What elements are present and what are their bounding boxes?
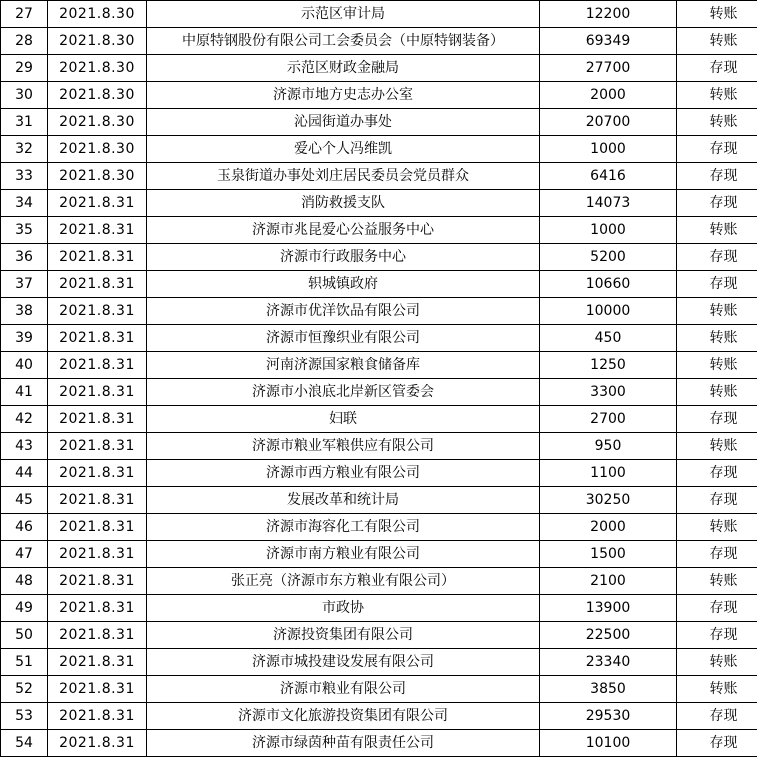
payment-method-cell: 转账 bbox=[677, 325, 757, 352]
payment-method-cell: 存现 bbox=[677, 163, 757, 190]
donor-unit-cell: 济源市恒豫织业有限公司 bbox=[147, 325, 540, 352]
donor-unit-cell: 发展改革和统计局 bbox=[147, 487, 540, 514]
serial-number-cell: 40 bbox=[1, 352, 48, 379]
serial-number-cell: 38 bbox=[1, 298, 48, 325]
table-row bbox=[1, 514, 757, 541]
date-cell: 2021.8.31 bbox=[48, 541, 147, 568]
serial-number-cell: 30 bbox=[1, 82, 48, 109]
payment-method-cell: 存现 bbox=[677, 244, 757, 271]
table-row bbox=[1, 271, 757, 298]
amount-cell: 450 bbox=[540, 325, 677, 352]
date-cell: 2021.8.31 bbox=[48, 298, 147, 325]
payment-method-cell: 转账 bbox=[677, 649, 757, 676]
date-cell: 2021.8.30 bbox=[48, 163, 147, 190]
table-row bbox=[1, 28, 757, 55]
serial-number-cell: 45 bbox=[1, 487, 48, 514]
amount-cell: 10000 bbox=[540, 298, 677, 325]
payment-method-cell: 转账 bbox=[677, 433, 757, 460]
donor-unit-cell: 沁园街道办事处 bbox=[147, 109, 540, 136]
donor-unit-cell: 爱心个人冯维凯 bbox=[147, 136, 540, 163]
date-cell: 2021.8.31 bbox=[48, 514, 147, 541]
amount-cell: 30250 bbox=[540, 487, 677, 514]
amount-cell: 23340 bbox=[540, 649, 677, 676]
date-cell: 2021.8.31 bbox=[48, 217, 147, 244]
payment-method-cell: 存现 bbox=[677, 622, 757, 649]
table-row bbox=[1, 541, 757, 568]
donor-unit-cell: 市政协 bbox=[147, 595, 540, 622]
table-row bbox=[1, 730, 757, 757]
serial-number-cell: 53 bbox=[1, 703, 48, 730]
payment-method-cell: 存现 bbox=[677, 460, 757, 487]
table-row bbox=[1, 433, 757, 460]
payment-method-cell: 存现 bbox=[677, 406, 757, 433]
payment-method-cell: 转账 bbox=[677, 217, 757, 244]
amount-cell: 1000 bbox=[540, 217, 677, 244]
amount-cell: 69349 bbox=[540, 28, 677, 55]
donor-unit-cell: 济源市文化旅游投资集团有限公司 bbox=[147, 703, 540, 730]
date-cell: 2021.8.31 bbox=[48, 271, 147, 298]
serial-number-cell: 32 bbox=[1, 136, 48, 163]
table-row bbox=[1, 568, 757, 595]
serial-number-cell: 33 bbox=[1, 163, 48, 190]
donor-unit-cell: 张正亮（济源市东方粮业有限公司） bbox=[147, 568, 540, 595]
amount-cell: 20700 bbox=[540, 109, 677, 136]
amount-cell: 3300 bbox=[540, 379, 677, 406]
date-cell: 2021.8.31 bbox=[48, 649, 147, 676]
donor-unit-cell: 济源市优洋饮品有限公司 bbox=[147, 298, 540, 325]
donor-unit-cell: 济源市兆昆爱心公益服务中心 bbox=[147, 217, 540, 244]
date-cell: 2021.8.30 bbox=[48, 109, 147, 136]
serial-number-cell: 31 bbox=[1, 109, 48, 136]
donor-unit-cell: 示范区审计局 bbox=[147, 1, 540, 28]
donor-unit-cell: 消防救援支队 bbox=[147, 190, 540, 217]
amount-cell: 29530 bbox=[540, 703, 677, 730]
donor-unit-cell: 玉泉街道办事处刘庄居民委员会党员群众 bbox=[147, 163, 540, 190]
donor-unit-cell: 示范区财政金融局 bbox=[147, 55, 540, 82]
table-row bbox=[1, 676, 757, 703]
serial-number-cell: 29 bbox=[1, 55, 48, 82]
payment-method-cell: 转账 bbox=[677, 1, 757, 28]
serial-number-cell: 54 bbox=[1, 730, 48, 757]
date-cell: 2021.8.31 bbox=[48, 595, 147, 622]
date-cell: 2021.8.31 bbox=[48, 730, 147, 757]
payment-method-cell: 转账 bbox=[677, 82, 757, 109]
date-cell: 2021.8.31 bbox=[48, 406, 147, 433]
payment-method-cell: 存现 bbox=[677, 271, 757, 298]
serial-number-cell: 51 bbox=[1, 649, 48, 676]
date-cell: 2021.8.30 bbox=[48, 136, 147, 163]
donor-unit-cell: 妇联 bbox=[147, 406, 540, 433]
date-cell: 2021.8.31 bbox=[48, 676, 147, 703]
amount-cell: 1100 bbox=[540, 460, 677, 487]
serial-number-cell: 49 bbox=[1, 595, 48, 622]
serial-number-cell: 44 bbox=[1, 460, 48, 487]
amount-cell: 22500 bbox=[540, 622, 677, 649]
amount-cell: 1500 bbox=[540, 541, 677, 568]
date-cell: 2021.8.30 bbox=[48, 82, 147, 109]
table-row bbox=[1, 163, 757, 190]
serial-number-cell: 39 bbox=[1, 325, 48, 352]
date-cell: 2021.8.30 bbox=[48, 1, 147, 28]
amount-cell: 2100 bbox=[540, 568, 677, 595]
date-cell: 2021.8.31 bbox=[48, 379, 147, 406]
table-row bbox=[1, 55, 757, 82]
serial-number-cell: 46 bbox=[1, 514, 48, 541]
donor-unit-cell: 济源市行政服务中心 bbox=[147, 244, 540, 271]
date-cell: 2021.8.31 bbox=[48, 244, 147, 271]
payment-method-cell: 转账 bbox=[677, 28, 757, 55]
table-row bbox=[1, 1, 757, 28]
amount-cell: 3850 bbox=[540, 676, 677, 703]
donor-unit-cell: 济源市海容化工有限公司 bbox=[147, 514, 540, 541]
payment-method-cell: 转账 bbox=[677, 379, 757, 406]
date-cell: 2021.8.31 bbox=[48, 352, 147, 379]
amount-cell: 27700 bbox=[540, 55, 677, 82]
date-cell: 2021.8.30 bbox=[48, 28, 147, 55]
serial-number-cell: 43 bbox=[1, 433, 48, 460]
payment-method-cell: 存现 bbox=[677, 703, 757, 730]
payment-method-cell: 存现 bbox=[677, 136, 757, 163]
payment-method-cell: 转账 bbox=[677, 298, 757, 325]
payment-method-cell: 转账 bbox=[677, 514, 757, 541]
donor-unit-cell: 济源市粮业军粮供应有限公司 bbox=[147, 433, 540, 460]
payment-method-cell: 存现 bbox=[677, 55, 757, 82]
payment-method-cell: 转账 bbox=[677, 352, 757, 379]
serial-number-cell: 35 bbox=[1, 217, 48, 244]
table-row bbox=[1, 109, 757, 136]
date-cell: 2021.8.30 bbox=[48, 55, 147, 82]
serial-number-cell: 52 bbox=[1, 676, 48, 703]
date-cell: 2021.8.31 bbox=[48, 190, 147, 217]
table-row bbox=[1, 217, 757, 244]
date-cell: 2021.8.31 bbox=[48, 703, 147, 730]
amount-cell: 10100 bbox=[540, 730, 677, 757]
serial-number-cell: 48 bbox=[1, 568, 48, 595]
payment-method-cell: 转账 bbox=[677, 568, 757, 595]
amount-cell: 2000 bbox=[540, 82, 677, 109]
donor-unit-cell: 济源市城投建设发展有限公司 bbox=[147, 649, 540, 676]
donor-unit-cell: 河南济源国家粮食储备库 bbox=[147, 352, 540, 379]
donor-unit-cell: 济源投资集团有限公司 bbox=[147, 622, 540, 649]
table-row bbox=[1, 379, 757, 406]
amount-cell: 14073 bbox=[540, 190, 677, 217]
donor-unit-cell: 中原特钢股份有限公司工会委员会（中原特钢装备） bbox=[147, 28, 540, 55]
table-row bbox=[1, 325, 757, 352]
table-row bbox=[1, 460, 757, 487]
serial-number-cell: 42 bbox=[1, 406, 48, 433]
payment-method-cell: 存现 bbox=[677, 730, 757, 757]
table-body bbox=[1, 1, 757, 757]
payment-method-cell: 转账 bbox=[677, 676, 757, 703]
serial-number-cell: 28 bbox=[1, 28, 48, 55]
table-row bbox=[1, 298, 757, 325]
amount-cell: 950 bbox=[540, 433, 677, 460]
amount-cell: 6416 bbox=[540, 163, 677, 190]
amount-cell: 2700 bbox=[540, 406, 677, 433]
date-cell: 2021.8.31 bbox=[48, 622, 147, 649]
table-row bbox=[1, 406, 757, 433]
amount-cell: 1000 bbox=[540, 136, 677, 163]
date-cell: 2021.8.31 bbox=[48, 433, 147, 460]
date-cell: 2021.8.31 bbox=[48, 568, 147, 595]
payment-method-cell: 存现 bbox=[677, 595, 757, 622]
table-row bbox=[1, 703, 757, 730]
table-row bbox=[1, 487, 757, 514]
amount-cell: 12200 bbox=[540, 1, 677, 28]
payment-method-cell: 存现 bbox=[677, 190, 757, 217]
table-row bbox=[1, 649, 757, 676]
date-cell: 2021.8.31 bbox=[48, 325, 147, 352]
donor-unit-cell: 轵城镇政府 bbox=[147, 271, 540, 298]
table-row bbox=[1, 352, 757, 379]
payment-method-cell: 转账 bbox=[677, 109, 757, 136]
payment-method-cell: 存现 bbox=[677, 541, 757, 568]
serial-number-cell: 41 bbox=[1, 379, 48, 406]
donor-unit-cell: 济源市绿茵种苗有限责任公司 bbox=[147, 730, 540, 757]
date-cell: 2021.8.31 bbox=[48, 487, 147, 514]
serial-number-cell: 47 bbox=[1, 541, 48, 568]
table-row bbox=[1, 136, 757, 163]
amount-cell: 1250 bbox=[540, 352, 677, 379]
payment-method-cell: 存现 bbox=[677, 487, 757, 514]
serial-number-cell: 37 bbox=[1, 271, 48, 298]
table-row bbox=[1, 622, 757, 649]
donor-unit-cell: 济源市西方粮业有限公司 bbox=[147, 460, 540, 487]
amount-cell: 5200 bbox=[540, 244, 677, 271]
donor-unit-cell: 济源市粮业有限公司 bbox=[147, 676, 540, 703]
amount-cell: 2000 bbox=[540, 514, 677, 541]
table-row bbox=[1, 595, 757, 622]
serial-number-cell: 27 bbox=[1, 1, 48, 28]
donor-unit-cell: 济源市地方史志办公室 bbox=[147, 82, 540, 109]
table-row bbox=[1, 82, 757, 109]
serial-number-cell: 50 bbox=[1, 622, 48, 649]
amount-cell: 13900 bbox=[540, 595, 677, 622]
serial-number-cell: 34 bbox=[1, 190, 48, 217]
table-row bbox=[1, 244, 757, 271]
table-row bbox=[1, 190, 757, 217]
serial-number-cell: 36 bbox=[1, 244, 48, 271]
date-cell: 2021.8.31 bbox=[48, 460, 147, 487]
donor-unit-cell: 济源市小浪底北岸新区管委会 bbox=[147, 379, 540, 406]
donor-unit-cell: 济源市南方粮业有限公司 bbox=[147, 541, 540, 568]
amount-cell: 10660 bbox=[540, 271, 677, 298]
